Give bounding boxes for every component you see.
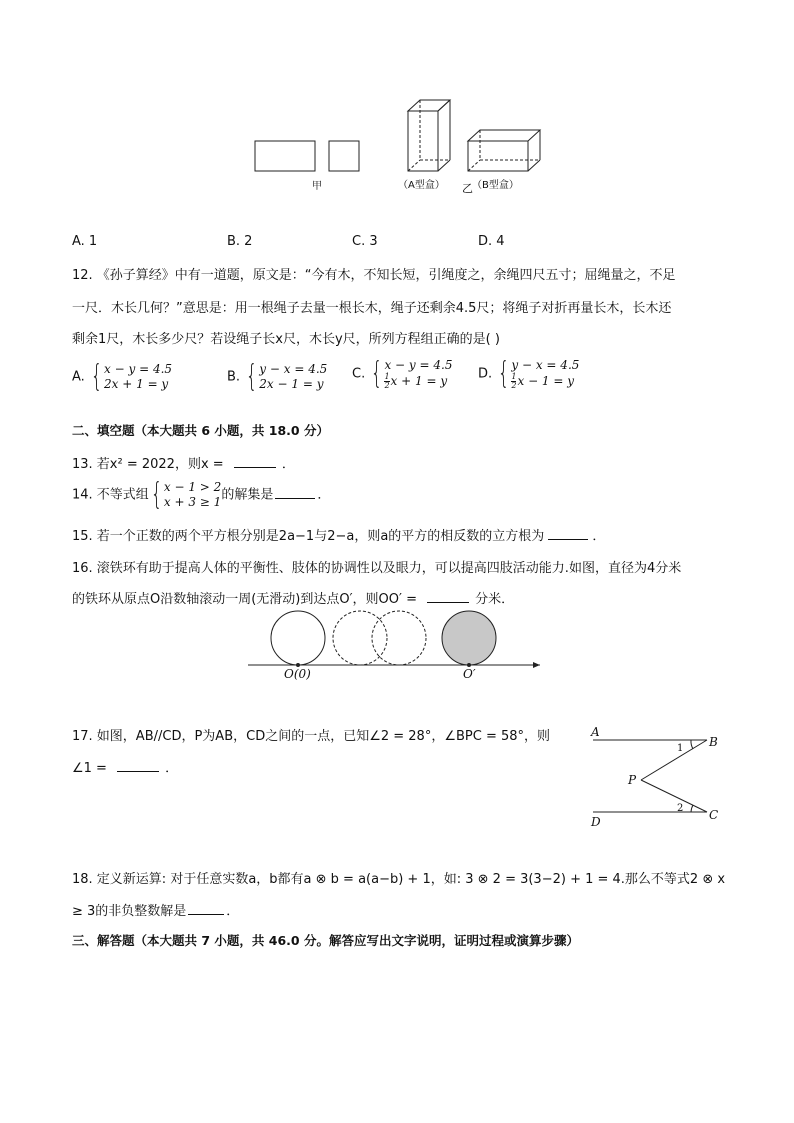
- label-o-prime: O′: [463, 667, 476, 681]
- q14: 14. 不等式组 { x − 1 > 2 x + 3 ≥ 1 的解集是 ．: [72, 477, 331, 512]
- q12-option-c: C. { x − y = 4.5 $\frac{1}{2}$ x + 1 = y: [352, 356, 453, 391]
- fig11-label-yi: 乙: [462, 182, 473, 195]
- label-c: C: [709, 808, 719, 822]
- net-rect-small: [329, 141, 359, 171]
- net-rect-large: [255, 141, 315, 171]
- q16-line-2: 的铁环从原点O沿数轴滚动一周(无滑动)到达点O′，则OO′ = 分米．: [72, 588, 514, 607]
- parallel-lines-figure: [585, 722, 725, 832]
- box-b-drawing: [468, 130, 540, 171]
- q12-option-b: B. { y − x = 4.5 2x − 1 = y: [227, 359, 328, 394]
- label-b: B: [709, 735, 718, 749]
- q11-option-c: C. 3: [352, 234, 378, 249]
- q13-answer-blank[interactable]: [234, 454, 276, 468]
- segment-pc: [641, 780, 707, 812]
- q13: 13. 若x² = 2022，则x = ．: [72, 453, 295, 472]
- hoop-start: [271, 611, 325, 665]
- q18-answer-blank[interactable]: [188, 901, 224, 915]
- q12-d-row2: $\frac{1}{2}$ x − 1 = y: [511, 372, 575, 390]
- hoop-mid-2: [372, 611, 426, 665]
- q12-b-row1: y − x = 4.5: [259, 362, 328, 376]
- q12-d-row1: y − x = 4.5: [511, 358, 580, 372]
- q17-answer-blank[interactable]: [117, 758, 159, 772]
- hoop-mid-1: [333, 611, 387, 665]
- label-angle-1: 1: [677, 743, 684, 754]
- fig11-label-a: （A型盒）: [398, 180, 445, 191]
- segment-pb: [641, 740, 707, 780]
- section-3-heading: 三、解答题（本大题共 7 小题，共 46.0 分。解答应写出文字说明，证明过程或演算步骤）: [72, 933, 579, 948]
- q12-a-row2: 2x + 1 = y: [104, 377, 169, 391]
- label-d: D: [591, 815, 601, 829]
- label-angle-2: 2: [677, 803, 684, 814]
- section-2-heading: 二、填空题（本大题共 6 小题，共 18.0 分）: [72, 423, 329, 438]
- angle-1-arc: [691, 740, 693, 749]
- q12-a-row1: x − y = 4.5: [104, 362, 173, 376]
- q17-line-1: 17. 如图，AB//CD，P为AB，CD之间的一点，已知∠2 = 28°，∠BPC = 58°，则: [72, 729, 551, 744]
- q18-line-2: ≥ 3的非负整数解是 ．: [72, 900, 239, 919]
- label-o-origin: O(0): [284, 667, 311, 681]
- label-p: P: [628, 773, 637, 787]
- q11-option-d: D. 4: [478, 234, 505, 249]
- q16-answer-blank[interactable]: [427, 589, 469, 603]
- angle-2-arc: [691, 805, 693, 812]
- q12-option-d: D. { y − x = 4.5 $\frac{1}{2}$ x − 1 = y: [478, 356, 580, 391]
- box-a-drawing: [408, 100, 450, 171]
- q12-option-a: A. { x − y = 4.5 2x + 1 = y: [72, 359, 173, 394]
- q15-answer-blank[interactable]: [548, 526, 588, 540]
- q18-line-1: 18. 定义新运算: 对于任意实数a，b都有a ⊗ b = a(a−b) + 1，如: 3 ⊗ 2 = 3(3−2) + 1 = 4.那么不等式2 ⊗ x: [72, 872, 726, 887]
- q11-option-b: B. 2: [227, 234, 253, 249]
- fig11-label-jia: 甲: [312, 181, 322, 192]
- q15: 15. 若一个正数的两个平方根分别是2a−1与2−a，则a的平方的相反数的立方根为 ．: [72, 525, 605, 544]
- q12-line-2: 一尺．木长几何？”意思是：用一根绳子去量一根长木，绳子还剩余4.5尺；将绳子对折再量长木，长木还: [72, 301, 672, 316]
- q12-line-1: 12. 《孙子算经》中有一道题，原文是：“今有木，不知长短，引绳度之，余绳四尺五寸；屈绳量之，不足: [72, 268, 676, 283]
- q16-line-1: 16. 滚铁环有助于提高人体的平衡性、肢体的协调性以及眼力，可以提高四肢活动能力.如图，直径为4分米: [72, 561, 682, 576]
- q12-b-row2: 2x − 1 = y: [259, 377, 324, 391]
- q17-line-2: ∠1 = ．: [72, 757, 178, 776]
- q14-answer-blank[interactable]: [275, 485, 315, 499]
- fig11-label-b: （B型盒）: [472, 180, 519, 191]
- q12-c-row1: x − y = 4.5: [384, 358, 453, 372]
- q12-c-row2: $\frac{1}{2}$ x + 1 = y: [384, 372, 448, 390]
- hoop-end: [442, 611, 496, 665]
- q11-option-a: A. 1: [72, 234, 98, 249]
- label-a: A: [591, 725, 600, 739]
- q12-line-3: 剩余1尺，木长多少尺？若设绳子长x尺，木长y尺，所列方程组正确的是( ): [72, 332, 500, 347]
